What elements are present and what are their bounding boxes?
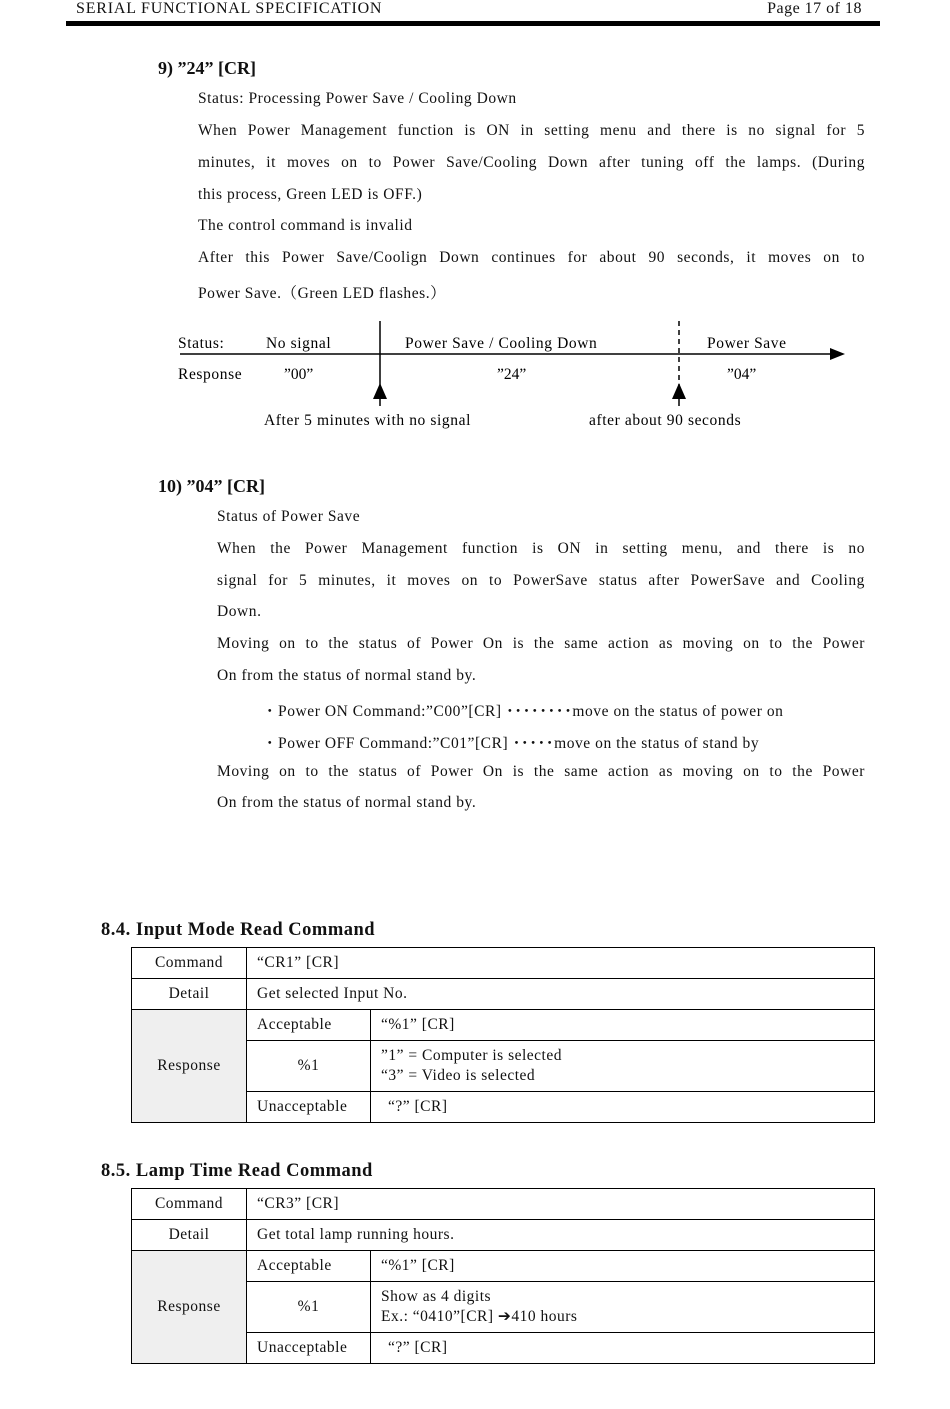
param-description: Show as 4 digits xyxy=(381,1288,492,1305)
timeline-state: No signal xyxy=(266,335,332,352)
response-label: Response xyxy=(132,1010,247,1123)
item10-heading: 10) ”04” [CR] xyxy=(158,476,265,496)
item9-line: The control command is invalid xyxy=(198,217,413,234)
item9-heading: 9) ”24” [CR] xyxy=(158,58,256,78)
timeline-state: Power Save xyxy=(707,335,787,352)
detail-label: Detail xyxy=(132,1220,247,1251)
param-description: “3” = Video is selected xyxy=(381,1067,536,1084)
document-title: SERIAL FUNCTIONAL SPECIFICATION xyxy=(76,0,383,17)
param-label: %1 xyxy=(247,1041,371,1092)
section-8-5-title: 8.5. Lamp Time Read Command xyxy=(101,1161,373,1181)
event-arrow-up xyxy=(672,383,686,399)
timeline-response-label: Response xyxy=(178,366,243,383)
item10-line: signal for 5 minutes, it moves on to PowerSave status after PowerSave and Cooling xyxy=(217,572,865,589)
page-number: Page 17 of 18 xyxy=(767,0,862,17)
param-description: Ex.: “0410”[CR] ➔410 hours xyxy=(381,1308,578,1325)
unacceptable-label: Unacceptable xyxy=(247,1092,371,1123)
command-label: Command xyxy=(132,948,247,979)
command-value: “CR3” [CR] xyxy=(247,1189,875,1220)
timeline-response: ”00” xyxy=(284,366,314,383)
item10-line: On from the status of normal stand by. xyxy=(217,794,477,811)
lamp-time-table xyxy=(131,1188,875,1364)
detail-value: Get selected Input No. xyxy=(247,979,875,1010)
item9-line: After this Power Save/Coolign Down continues for about 90 seconds, it moves on to xyxy=(198,249,865,266)
acceptable-label: Acceptable xyxy=(247,1010,371,1041)
unacceptable-value: “?” [CR] xyxy=(371,1333,875,1364)
unacceptable-label: Unacceptable xyxy=(247,1333,371,1364)
section-8-4-title: 8.4. Input Mode Read Command xyxy=(101,920,376,940)
item10-line: Moving on to the status of Power On is the same action as moving on to the Power xyxy=(217,635,865,652)
power-save-timeline xyxy=(0,315,950,440)
item10-line: On from the status of normal stand by. xyxy=(217,667,477,684)
timeline-response: ”04” xyxy=(727,366,757,383)
item10-line: Down. xyxy=(217,603,262,620)
item10-line: Status of Power Save xyxy=(217,508,361,525)
item9-line: When Power Management function is ON in setting menu and there is no signal for 5 xyxy=(198,122,865,139)
input-mode-table xyxy=(131,947,875,1123)
item9-line: this process, Green LED is OFF.) xyxy=(198,186,423,203)
detail-label: Detail xyxy=(132,979,247,1010)
command-label: Command xyxy=(132,1189,247,1220)
item10-bullet: ・Power OFF Command:”C01”[CR] ･････move on the status of stand by xyxy=(262,735,760,752)
param-description: ”1” = Computer is selected xyxy=(381,1047,562,1064)
item9-line: Status: Processing Power Save / Cooling Down xyxy=(198,90,517,107)
item9-line: Power Save.（Green LED flashes.） xyxy=(198,285,447,302)
acceptable-label: Acceptable xyxy=(247,1251,371,1282)
response-label: Response xyxy=(132,1251,247,1364)
timeline-arrowhead xyxy=(830,348,845,360)
param-label: %1 xyxy=(247,1282,371,1333)
unacceptable-value: “?” [CR] xyxy=(371,1092,875,1123)
timeline-state: Power Save / Cooling Down xyxy=(405,335,598,352)
item10-line: Moving on to the status of Power On is the same action as moving on to the Power xyxy=(217,763,865,780)
acceptable-value: “%1” [CR] xyxy=(371,1010,875,1041)
item10-bullet: ・Power ON Command:”C00”[CR] ････････move on the status of power on xyxy=(262,703,784,720)
acceptable-value: “%1” [CR] xyxy=(371,1251,875,1282)
header-rule xyxy=(66,21,880,26)
timeline-event: After 5 minutes with no signal xyxy=(264,412,471,429)
item10-line: When the Power Management function is ON in setting menu, and there is no xyxy=(217,540,865,557)
timeline-event: after about 90 seconds xyxy=(589,412,742,429)
item9-line: minutes, it moves on to Power Save/Cooling Down after tuning off the lamps. (During xyxy=(198,154,865,171)
detail-value: Get total lamp running hours. xyxy=(247,1220,875,1251)
timeline-status-label: Status: xyxy=(178,335,225,352)
event-arrow-up xyxy=(373,383,387,399)
command-value: “CR1” [CR] xyxy=(247,948,875,979)
timeline-response: ”24” xyxy=(497,366,527,383)
